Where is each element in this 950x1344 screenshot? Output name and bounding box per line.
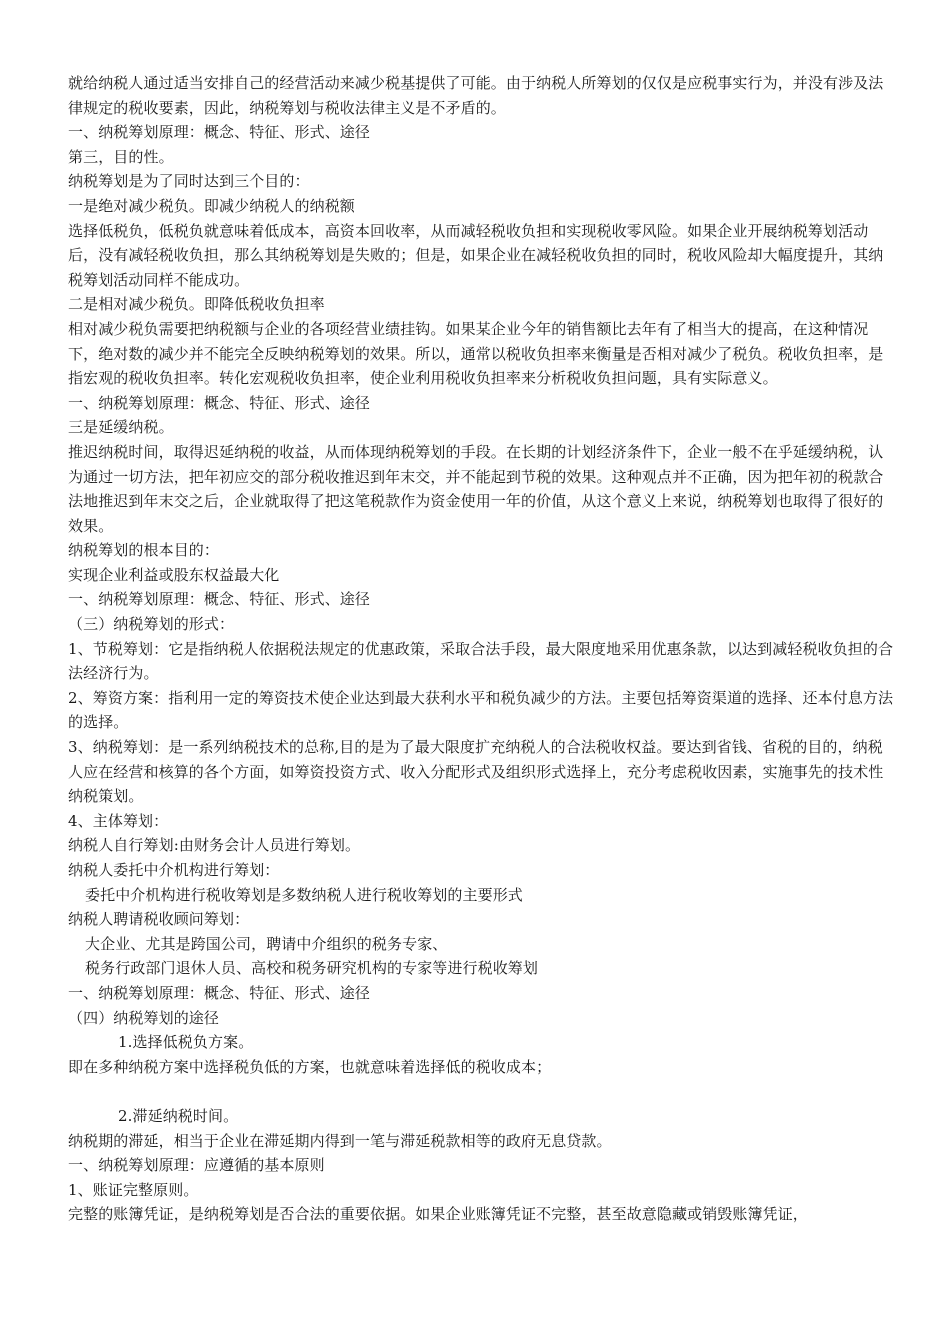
paragraph: 完整的账簿凭证，是纳税筹划是否合法的重要依据。如果企业账簿凭证不完整，甚至故意隐藏或销毁账簿凭证， [68, 1205, 808, 1224]
paragraph: 就给纳税人通过适当安排自己的经营活动来减少税基提供了可能。由于纳税人所筹划的仅仅是应税事实行为，并没有涉及法律规定的税收要素，因此，纳税筹划与税收法律主义是不矛盾的。 [68, 74, 884, 117]
subheading: 二是相对减少税负。即降低税收负担率 [68, 295, 325, 314]
paragraph: 相对减少税负需要把纳税额与企业的各项经营业绩挂钩。如果某企业今年的销售额比去年有了相当大的提高，在这种情况下，绝对数的减少并不能完全反映纳税筹划的效果。所以，通常以税收负担率来衡量是否相对减少了税负。税收负担率，是指宏观的税收负担率。转化宏观税收负担率，使企业利用税收负担率来分析税收负担问题，具有实际意义。 [68, 319, 884, 388]
section-heading: 一、纳税筹划原理：概念、特征、形式、途径 [68, 393, 371, 412]
list-item: 3、纳税筹划：是一系列纳税技术的总称,目的是为了最大限度扩充纳税人的合法税收权益。要达到省钱、省税的目的，纳税人应在经营和核算的各个方面，如筹资投资方式、收入分配形式及组织形式选择上，充分考虑税收因素，实施事先的技术性纳税策划。 [68, 738, 884, 806]
section-heading: 一、纳税筹划原理：概念、特征、形式、途径 [68, 123, 371, 142]
list-item: 2.滞延纳税时间。 [118, 1106, 239, 1125]
subheading: 一是绝对减少税负。即减少纳税人的纳税额 [68, 196, 355, 215]
paragraph: 纳税筹划的根本目的： [68, 541, 220, 560]
paragraph: 实现企业利益或股东权益最大化 [68, 565, 280, 584]
subheading: 三是延缓纳税。 [68, 418, 174, 437]
section-heading: 一、纳税筹划原理：概念、特征、形式、途径 [68, 590, 371, 609]
list-item: 2、筹资方案：指利用一定的筹资技术使企业达到最大获利水平和税负减少的方法。主要包括筹资渠道的选择、还本付息方法的选择。 [68, 688, 894, 732]
list-item: 1.选择低税负方案。 [118, 1033, 254, 1052]
paragraph: 税务行政部门退休人员、高校和税务研究机构的专家等进行税收筹划 [85, 959, 539, 978]
subheading: 第三，目的性。 [68, 147, 174, 166]
paragraph: 纳税人聘请税收顾问筹划： [68, 910, 250, 929]
paragraph: 选择低税负，低税负就意味着低成本，高资本回收率，从而减轻税收负担和实现税收零风险。如果企业开展纳税筹划活动后，没有减轻税收负担，那么其纳税筹划是失败的；但是，如果企业在减轻税收负担的同时，税收风险却大幅度提升，其纳税筹划活动同样不能成功。 [68, 221, 884, 289]
subheading: 1、账证完整原则。 [68, 1180, 199, 1199]
section-heading: 一、纳税筹划原理：概念、特征、形式、途径 [68, 983, 371, 1002]
blank-line [68, 1079, 894, 1104]
paragraph: 纳税期的滞延，相当于企业在滞延期内得到一笔与滞延税款相等的政府无息贷款。 [68, 1131, 612, 1150]
list-item: 1、节税筹划：它是指纳税人依据税法规定的优惠政策，采取合法手段，最大限度地采用优惠条款，以达到减轻税收负担的合法经济行为。 [68, 639, 894, 683]
document-page [68, 71, 894, 1227]
section-heading: 一、纳税筹划原理：应遵循的基本原则 [68, 1156, 325, 1175]
paragraph: 委托中介机构进行税收筹划是多数纳税人进行税收筹划的主要形式 [85, 885, 523, 904]
paragraph: 纳税人委托中介机构进行筹划： [68, 861, 280, 879]
subheading: （三）纳税筹划的形式： [68, 615, 235, 634]
paragraph: 纳税人自行筹划:由财务会计人员进行筹划。 [68, 836, 361, 855]
subheading: （四）纳税筹划的途径 [68, 1008, 220, 1027]
list-item: 4、主体筹划： [68, 811, 169, 830]
paragraph: 大企业、尤其是跨国公司，聘请中介组织的税务专家、 [85, 934, 448, 953]
paragraph: 即在多种纳税方案中选择税负低的方案，也就意味着选择低的税收成本； [68, 1057, 552, 1076]
paragraph: 纳税筹划是为了同时达到三个目的： [68, 172, 310, 191]
paragraph: 推迟纳税时间，取得迟延纳税的收益，从而体现纳税筹划的手段。在长期的计划经济条件下，企业一般不在乎延缓纳税，认为通过一切方法，把年初应交的部分税收推迟到年末交，并不能起到节税的效果。这种观点并不正确，因为把年初的税款合法地推迟到年末交之后，企业就取得了把这笔税款作为资金使用一年的价值，从这个意义上来说，纳税筹划也取得了很好的效果。 [68, 442, 884, 535]
